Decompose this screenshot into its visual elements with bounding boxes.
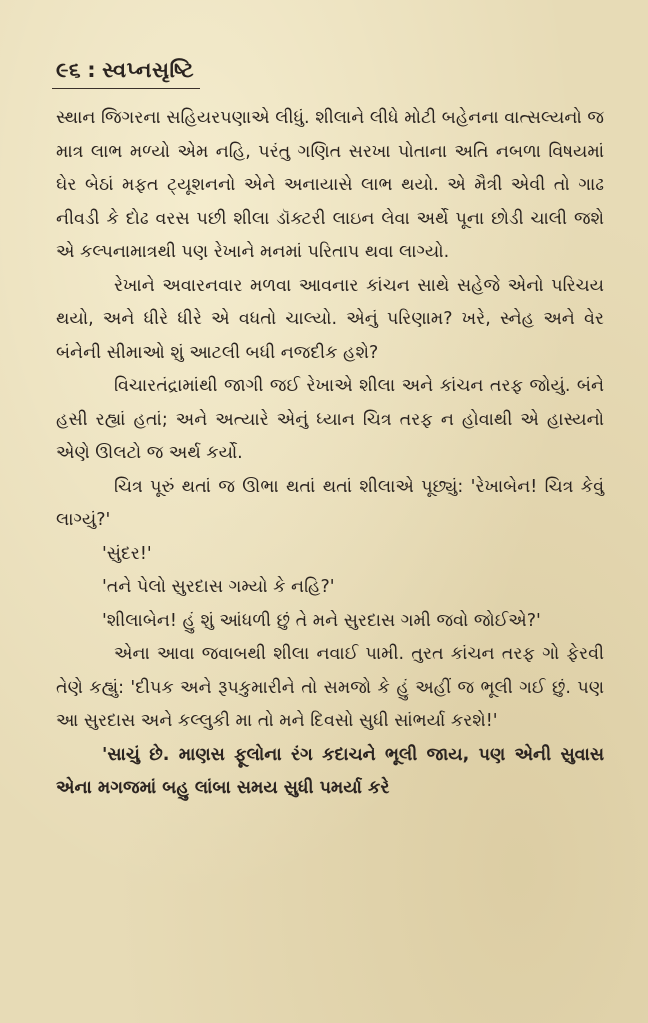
dialog-line: 'તને પેલો સુરદાસ ગમ્યો કે નહિ?' (102, 577, 335, 597)
paragraph: 'સાચું છે. માણસ ફૂલોના રંગ કદાચને ભૂલી જાય, પણ એની સુવાસ એના મગજમાં બહુ લાંબા સમય સુધી પમર્યા કરે (56, 744, 604, 798)
dialog-line: 'સુંદર!' (102, 543, 152, 564)
body-text (56, 102, 604, 806)
header-separator: : (87, 58, 97, 82)
paragraph: રેખાને અવારનવાર મળવા આવનાર કાંચન સાથે સહેજે એનો પરિચય થયો, અને ધીરે ધીરે એ વધતો ચાલ્યો. એનું પરિણામ? ખરે, સ્નેહ અને વેર બંનેની સીમાઓ શું આટલી બધી નજદીક હશે? (56, 275, 604, 363)
dialog-line: 'શીલાબેન! હું શું આંધળી છું તે મને સુરદાસ ગમી જવો જોઈએ?' (102, 610, 541, 631)
running-head (56, 56, 194, 84)
page-number: ૯૬ (56, 58, 82, 82)
book-title: સ્વપ્નસૃષ્ટિ (102, 58, 195, 82)
paragraph: વિચારતંદ્રામાંથી જાગી જઈ રેખાએ શીલા અને કાંચન તરફ જોયું. બંને હસી રહ્યાં હતાં; અને અત્યારે એનું ધ્યાન ચિત્ર તરફ ન હોવાથી એ હાસ્યનો એણે ઊલટો જ અર્થ કર્યો. (56, 376, 604, 463)
paragraph: ચિત્ર પૂરું થતાં જ ઊભા થતાં થતાં શીલાએ પૂછ્યું: 'રેખાબેન! ચિત્ર કેવું લાગ્યું?' (56, 476, 604, 530)
paragraph: સ્થાન જિગરના સહિયરપણાએ લીધું. શીલાને લીધે મોટી બહેનના વાત્સલ્યનો જ માત્ર લાભ મળ્યો એમ નહિ, પરંતુ ગણિત સરખા પોતાના અતિ નબળા વિષયમાં ઘેર બેઠાં મફત ટ્યૂશનનો એને અનાયાસે લાભ થયો. એ મૈત્રી એવી તો ગાઢ નીવડી કે દોઢ વરસ પછી શીલા ડૉક્ટરી લાઇન લેવા અર્થે પૂના છોડી ચાલી જશે એ કલ્પનામાત્રથી પણ રેખાને મનમાં પરિતાપ થવા લાગ્યો. (56, 108, 604, 262)
paragraph: એના આવા જવાબથી શીલા નવાઈ પામી. તુરત કાંચન તરફ ગો ફેરવી તેણે કહ્યું: 'દીપક અને રૂપકુમારીને તો સમજો કે હું અહીં જ ભૂલી ગઈ છું. પણ આ સુરદાસ અને કલ્લુકી મા તો મને દિવસો સુધી સાંભર્યા કરશે!' (56, 644, 604, 731)
header-underline (52, 88, 200, 89)
